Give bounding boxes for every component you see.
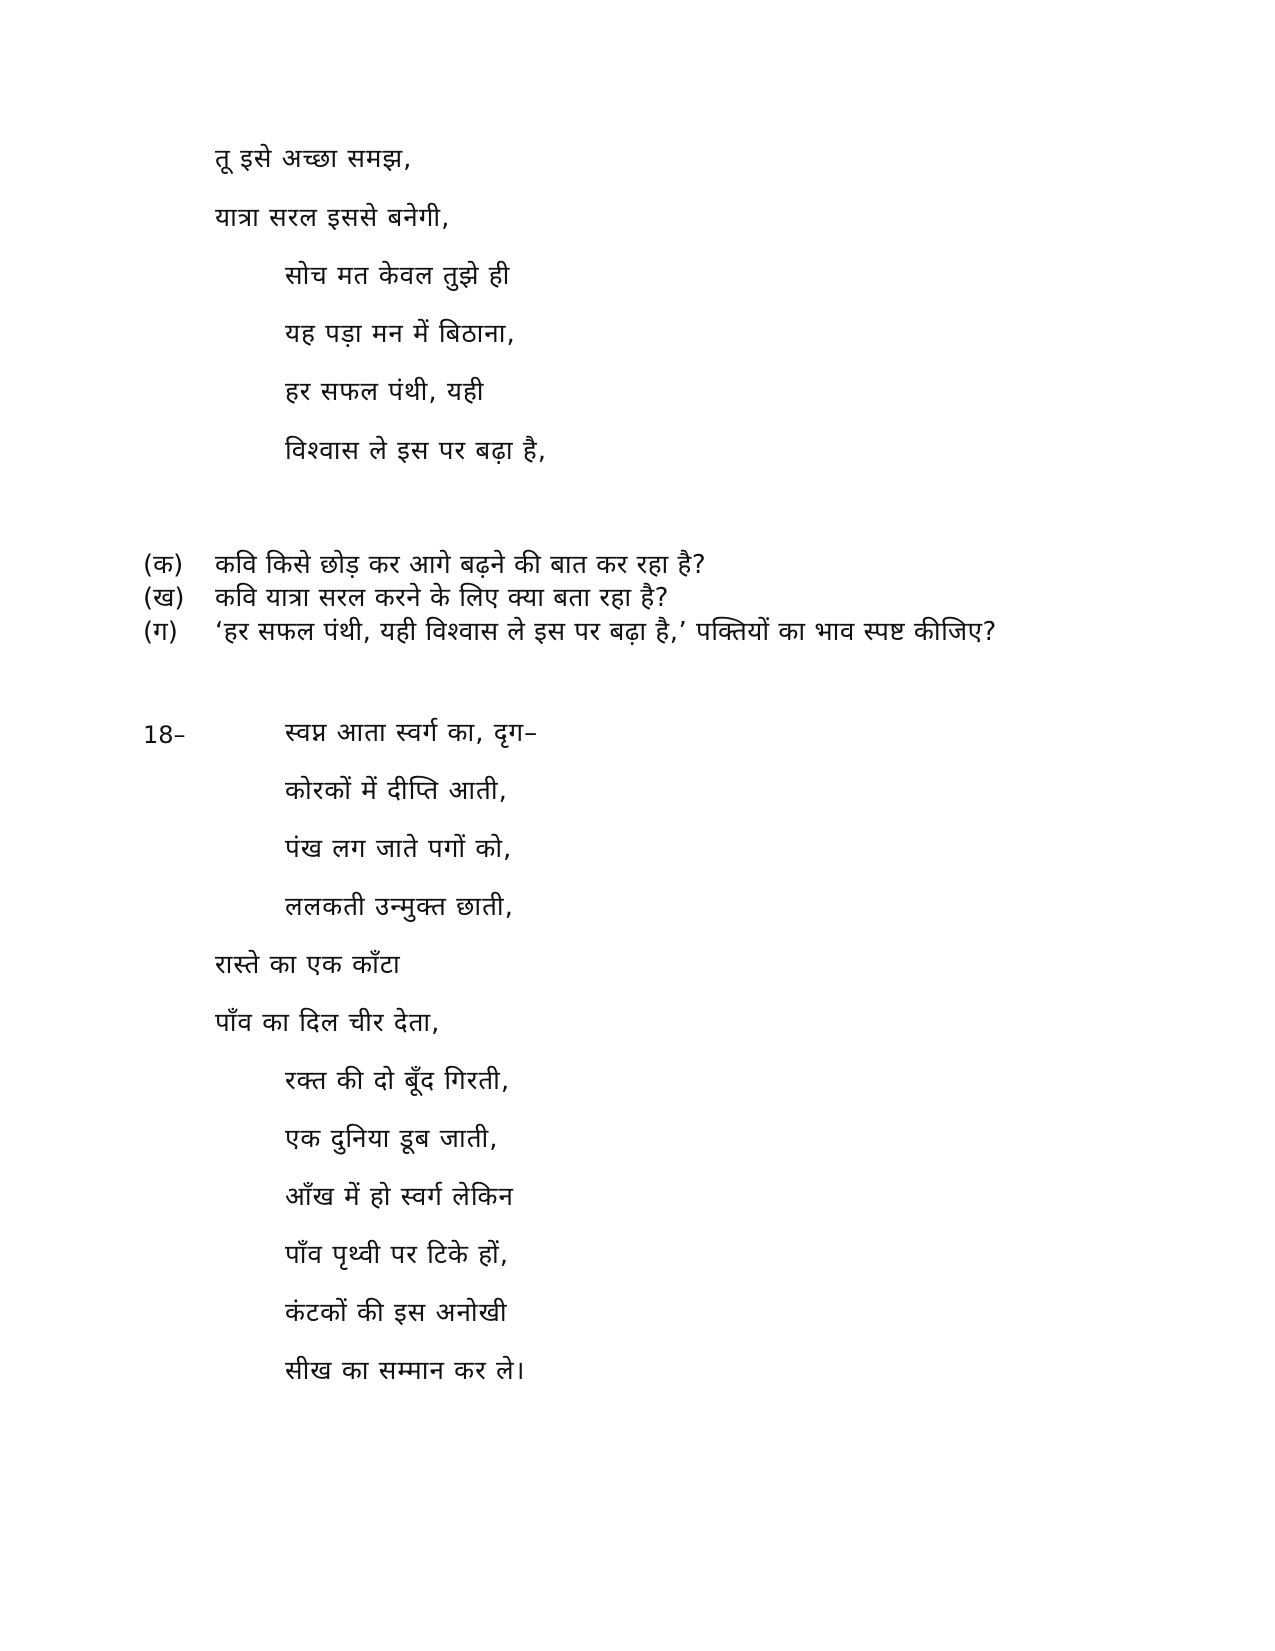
question-text-ga: ‘हर सफल पंथी, यही विश्वास ले इस पर बढ़ा है,’ पक्तियों का भाव स्पष्ट कीजिए? — [215, 617, 997, 647]
question-label-ga: (ग) — [143, 617, 178, 647]
poem2-line-8: एक दुनिया डूब जाती, — [285, 1124, 499, 1154]
poem2-line-4: ललकती उन्मुक्त छाती, — [285, 892, 514, 922]
question-label-ka: (क) — [143, 550, 184, 580]
poem1-line-3: सोच मत केवल तुझे ही — [285, 261, 511, 291]
poem2-line-1: स्वप्न आता स्वर्ग का, दृग– — [285, 718, 539, 748]
poem2-line-11: कंटकों की इस अनोखी — [285, 1298, 508, 1328]
question-label-kha: (ख) — [143, 583, 185, 613]
poem1-line-5: हर सफल पंथी, यही — [285, 377, 485, 407]
poem2-line-2: कोरकों में दीप्ति आती, — [285, 776, 508, 806]
poem1-line-4: यह पड़ा मन में बिठाना, — [285, 319, 516, 349]
poem1-line-1: तू इसे अच्छा समझ, — [215, 144, 413, 174]
question-number: 18– — [143, 721, 186, 749]
poem2-line-12: सीख का सम्मान कर ले। — [285, 1356, 526, 1386]
poem2-line-9: आँख में हो स्वर्ग लेकिन — [285, 1182, 514, 1212]
poem1-line-2: यात्रा सरल इससे बनेगी, — [215, 203, 451, 233]
question-text-ka: कवि किसे छोड़ कर आगे बढ़ने की बात कर रहा है? — [215, 550, 707, 580]
question-text-kha: कवि यात्रा सरल करने के लिए क्या बता रहा है? — [215, 583, 669, 613]
poem2-line-10: पाँव पृथ्वी पर टिके हों, — [285, 1240, 510, 1270]
poem1-line-6: विश्वास ले इस पर बढ़ा है, — [285, 436, 547, 466]
poem2-line-6: पाँव का दिल चीर देता, — [215, 1008, 441, 1038]
poem2-line-3: पंख लग जाते पगों को, — [285, 834, 513, 864]
poem2-line-7: रक्त की दो बूँद गिरती, — [285, 1066, 511, 1096]
poem2-line-5: रास्ते का एक काँटा — [215, 950, 401, 980]
